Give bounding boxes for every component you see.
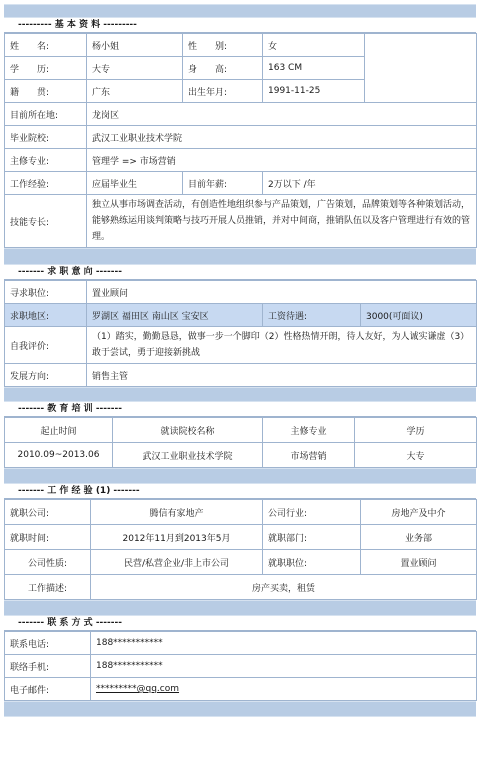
table-row xyxy=(5,34,477,57)
mobile-label: 联络手机: xyxy=(5,655,91,678)
area-label: 求职地区: xyxy=(5,304,87,327)
skills-value: 独立从事市场调查活动，有创造性地组织参与产品策划，广告策划，品牌策划等各种策划活动，能够熟练运用谈判策略与技巧开展人员推销，并对中间商，推销队伍以及客户管理进行有效的管理。 xyxy=(87,195,477,248)
job-label: 就职职位: xyxy=(263,550,361,575)
section-bar xyxy=(4,4,476,18)
nature-value: 民营/私营企业/非上市公司 xyxy=(91,550,263,575)
table-row xyxy=(5,655,477,678)
contact-table xyxy=(4,631,477,701)
table-row xyxy=(5,304,477,327)
education-value: 大专 xyxy=(87,57,183,80)
table-row xyxy=(5,364,477,387)
eval-label: 自我评价: xyxy=(5,327,87,364)
basic-info-table xyxy=(4,33,477,248)
table-row xyxy=(5,126,477,149)
location-value: 龙岗区 xyxy=(87,103,477,126)
direction-label: 发展方向: xyxy=(5,364,87,387)
gender-label: 性 别: xyxy=(183,34,263,57)
table-row xyxy=(5,500,477,525)
dept-value: 业务部 xyxy=(361,525,477,550)
company-value: 腾信有家地产 xyxy=(91,500,263,525)
period-value: 2012年11月到2013年5月 xyxy=(91,525,263,550)
pay-label: 工资待遇: xyxy=(263,304,361,327)
school-label: 毕业院校: xyxy=(5,126,87,149)
column-header: 起止时间 xyxy=(5,418,113,443)
edu-table xyxy=(4,417,477,468)
height-value: 163 CM xyxy=(263,57,365,80)
section-bar xyxy=(4,701,476,717)
column-header: 就读院校名称 xyxy=(113,418,263,443)
skills-label: 技能专长: xyxy=(5,195,87,248)
photo-cell xyxy=(365,34,477,103)
nature-label: 公司性质: xyxy=(5,550,91,575)
salary-label: 目前年薪: xyxy=(183,172,263,195)
table-row xyxy=(5,632,477,655)
table-row xyxy=(5,103,477,126)
birth-label: 出生年月: xyxy=(183,80,263,103)
location-label: 目前所在地: xyxy=(5,103,87,126)
company-label: 就职公司: xyxy=(5,500,91,525)
hometown-label: 籍 贯: xyxy=(5,80,87,103)
section-bar xyxy=(4,387,476,402)
school-value: 武汉工业职业技术学院 xyxy=(87,126,477,149)
section-bar xyxy=(4,248,476,265)
basic-section-heading: --------- 基 本 资 料 --------- xyxy=(4,18,476,33)
contact-section-heading: ------- 联 系 方 式 ------- xyxy=(4,616,476,631)
table-cell: 大专 xyxy=(355,443,477,468)
table-row xyxy=(5,678,477,701)
table-row xyxy=(5,550,477,575)
desc-label: 工作描述: xyxy=(5,575,91,600)
experience-value: 应届毕业生 xyxy=(87,172,183,195)
direction-value: 销售主管 xyxy=(87,364,477,387)
gender-value: 女 xyxy=(263,34,365,57)
phone-value: 188*********** xyxy=(91,632,477,655)
mobile-value: 188*********** xyxy=(91,655,477,678)
period-label: 就职时间: xyxy=(5,525,91,550)
table-cell: 市场营销 xyxy=(263,443,355,468)
experience-label: 工作经验: xyxy=(5,172,87,195)
eval-value: （1）踏实，勤勤恳恳，做事一步一个脚印（2）性格热情开朗，待人友好，为人诚实谦虚（3）敢于尝试，勇于迎接新挑战 xyxy=(87,327,477,364)
major-label: 主修专业: xyxy=(5,149,87,172)
area-value: 罗湖区 福田区 南山区 宝安区 xyxy=(87,304,263,327)
resume-sheet xyxy=(4,4,476,767)
education-label: 学 历: xyxy=(5,57,87,80)
table-row xyxy=(5,443,477,468)
section-bar xyxy=(4,600,476,616)
industry-label: 公司行业: xyxy=(263,500,361,525)
position-label: 寻求职位: xyxy=(5,281,87,304)
major-value: 管理学 => 市场营销 xyxy=(87,149,477,172)
email-cell xyxy=(91,678,477,701)
position-value: 置业顾问 xyxy=(87,281,477,304)
table-row xyxy=(5,195,477,248)
desc-value: 房产买卖，租赁 xyxy=(91,575,477,600)
table-row xyxy=(5,149,477,172)
table-row xyxy=(5,172,477,195)
table-row xyxy=(5,575,477,600)
name-value: 杨小姐 xyxy=(87,34,183,57)
hometown-value: 广东 xyxy=(87,80,183,103)
intent-table xyxy=(4,280,477,387)
phone-label: 联系电话: xyxy=(5,632,91,655)
table-header-row xyxy=(5,418,477,443)
email-link[interactable]: *********@qq.com xyxy=(96,684,180,694)
table-row xyxy=(5,281,477,304)
table-cell: 2010.09~2013.06 xyxy=(5,443,113,468)
name-label: 姓 名: xyxy=(5,34,87,57)
edu-section-heading: ------- 教 育 培 训 ------- xyxy=(4,402,476,417)
industry-value: 房地产及中介 xyxy=(361,500,477,525)
table-row xyxy=(5,327,477,364)
column-header: 主修专业 xyxy=(263,418,355,443)
height-label: 身 高: xyxy=(183,57,263,80)
work-section-heading: ------- 工 作 经 验 (1) ------- xyxy=(4,484,476,499)
column-header: 学历 xyxy=(355,418,477,443)
dept-label: 就职部门: xyxy=(263,525,361,550)
email-label: 电子邮件: xyxy=(5,678,91,701)
job-value: 置业顾问 xyxy=(361,550,477,575)
pay-value: 3000(可面议) xyxy=(361,304,477,327)
table-cell: 武汉工业职业技术学院 xyxy=(113,443,263,468)
table-row xyxy=(5,525,477,550)
section-bar xyxy=(4,468,476,484)
intent-section-heading: ------- 求 职 意 向 ------- xyxy=(4,265,476,280)
work-table xyxy=(4,499,477,600)
birth-value: 1991-11-25 xyxy=(263,80,365,103)
salary-value: 2万以下 /年 xyxy=(263,172,477,195)
